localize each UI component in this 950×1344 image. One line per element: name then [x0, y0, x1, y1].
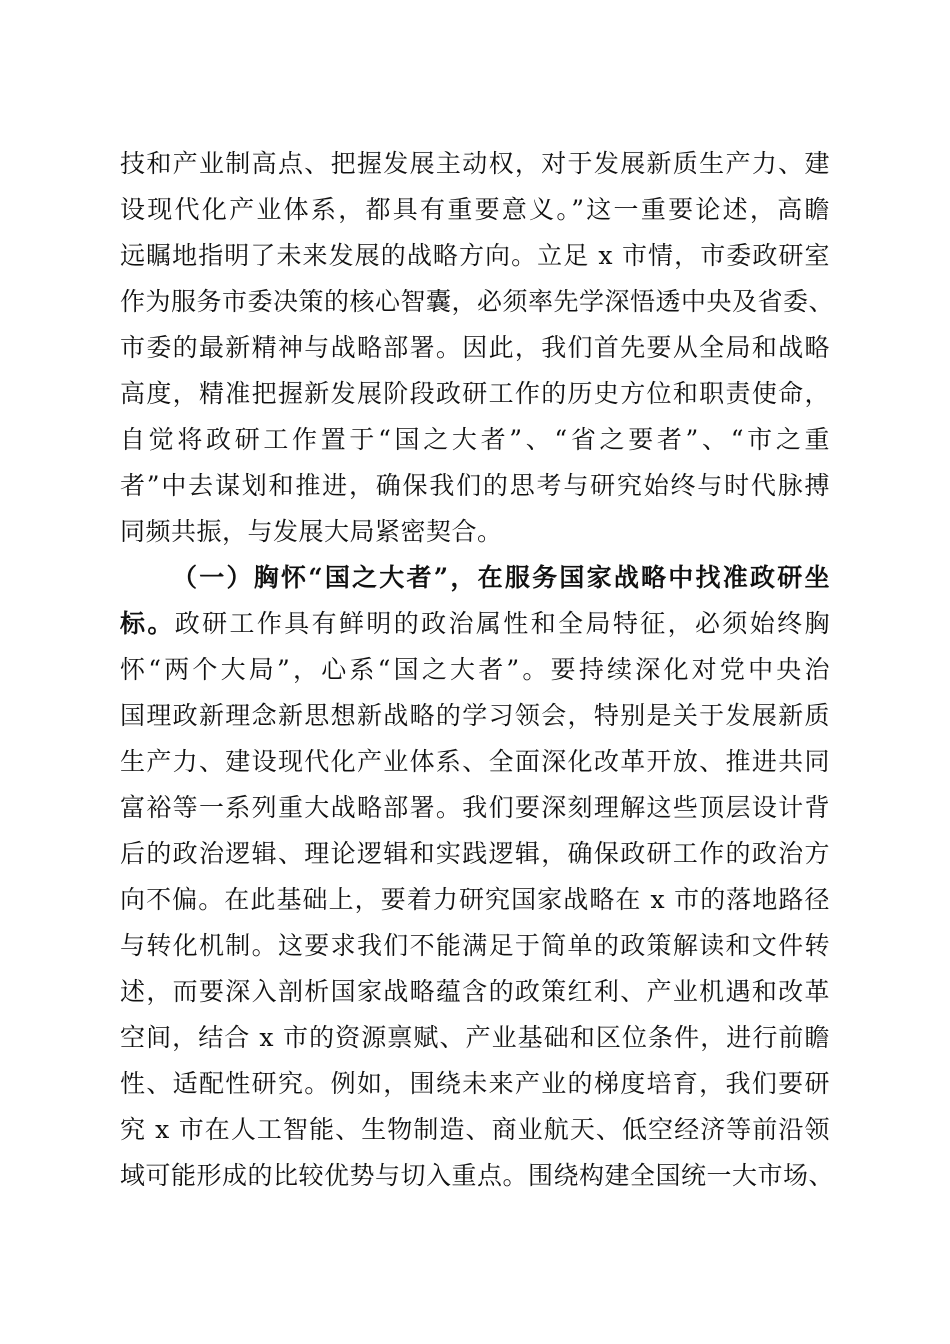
body-text: [120, 141, 835, 1199]
text-line: 域可能形成的比较优势与切入重点。围绕构建全国统一大市场、: [120, 1161, 835, 1190]
text-line: 作为服务市委决策的核心智囊，必须率先学深悟透中央及省委、: [120, 287, 835, 316]
text-line: [120, 601, 830, 647]
text-line: 高度，精准把握新发展阶段政研工作的历史方位和职责使命，: [120, 379, 830, 408]
paragraph-1: [120, 141, 835, 555]
text-line: 空间，结合 x 市的资源禀赋、产业基础和区位条件，进行前瞻: [120, 1023, 830, 1052]
text-line: 者”中去谋划和推进，确保我们的思考与研究始终与时代脉搏: [120, 471, 830, 500]
paragraph-2: [120, 555, 835, 1199]
text-line: 国理政新理念新思想新战略的学习领会，特别是关于发展新质: [120, 701, 830, 730]
text-line: 后的政治逻辑、理论逻辑和实践逻辑，确保政研工作的政治方: [120, 839, 830, 868]
text-line: 与转化机制。这要求我们不能满足于简单的政策解读和文件转: [120, 931, 830, 960]
text-line: 向不偏。在此基础上，要着力研究国家战略在 x 市的落地路径: [120, 885, 830, 914]
text-line: 性、适配性研究。例如，围绕未来产业的梯度培育，我们要研: [120, 1069, 830, 1098]
text-line: 设现代化产业体系，都具有重要意义。”这一重要论述，高瞻: [120, 195, 830, 224]
text-line: 生产力、建设现代化产业体系、全面深化改革开放、推进共同: [120, 747, 830, 776]
text-line: 自觉将政研工作置于“国之大者”、“省之要者”、“市之重: [120, 425, 830, 454]
text-line: 同频共振，与发展大局紧密契合。: [120, 517, 503, 546]
text-line: 市委的最新精神与战略部署。因此，我们首先要从全局和战略: [120, 333, 830, 362]
text-line: 技和产业制高点、把握发展主动权，对于发展新质生产力、建: [120, 149, 830, 178]
section-heading-end: 标。: [120, 609, 175, 638]
text-line: 富裕等一系列重大战略部署。我们要深刻理解这些顶层设计背: [120, 793, 830, 822]
text-span: 政研工作具有鲜明的政治属性和全局特征，必须始终胸: [174, 609, 830, 638]
text-line: 述，而要深入剖析国家战略蕴含的政策红利、产业机遇和改革: [120, 977, 830, 1006]
text-line: 远瞩地指明了未来发展的战略方向。立足 x 市情，市委政研室: [120, 241, 830, 270]
section-heading: （一）胸怀“国之大者”，在服务国家战略中找准政研坐: [172, 563, 830, 592]
text-line: 怀“两个大局”，心系“国之大者”。要持续深化对党中央治: [120, 655, 830, 684]
text-line: 究 x 市在人工智能、生物制造、商业航天、低空经济等前沿领: [120, 1115, 830, 1144]
